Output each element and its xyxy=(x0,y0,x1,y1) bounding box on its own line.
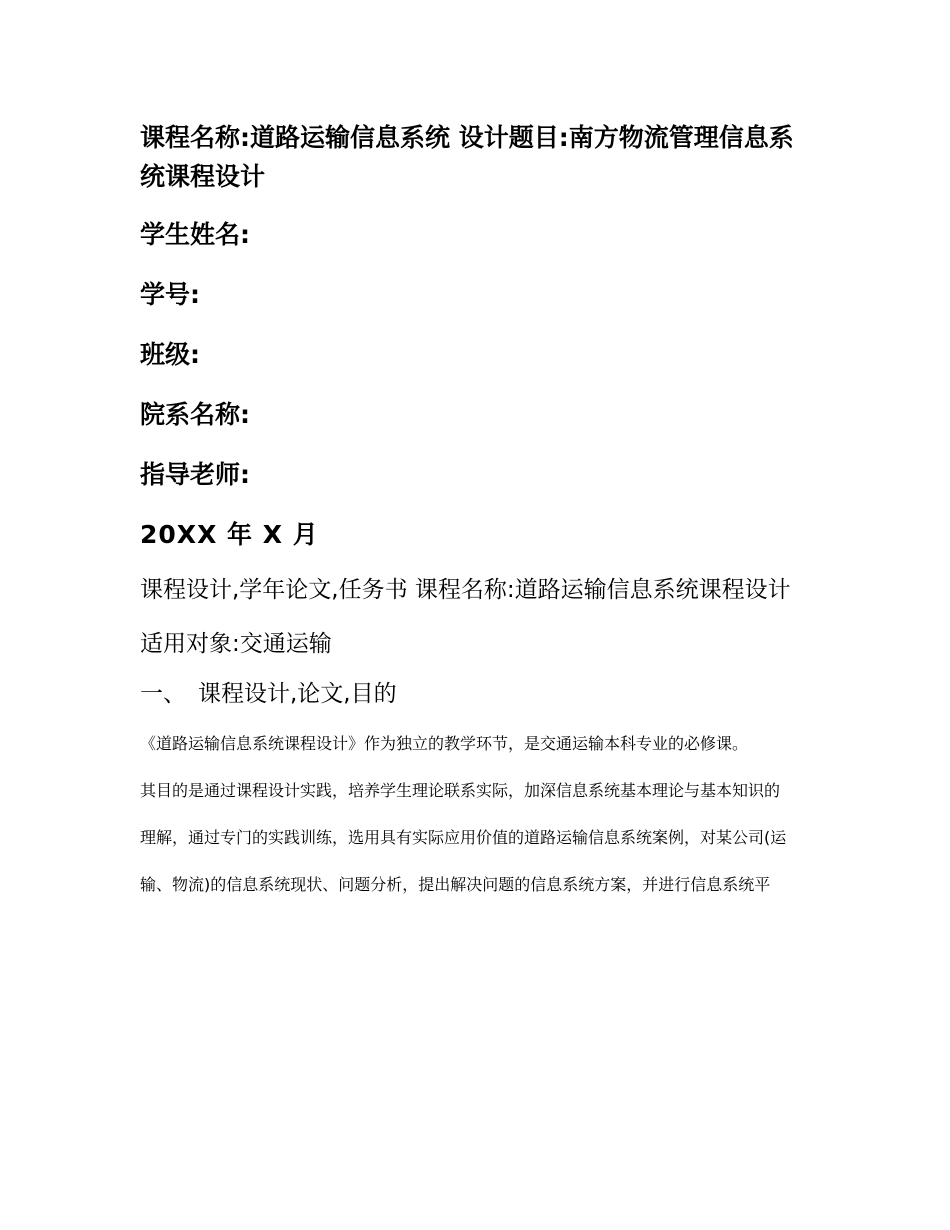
advisor-label: 指导老师: xyxy=(140,460,250,489)
section-number: 一、 xyxy=(140,681,186,707)
course-title: 课程名称:道路运输信息系统 设计题目:南方物流管理信息系统课程设计 xyxy=(140,123,794,191)
paragraph: 其目的是通过课程设计实践，培养学生理论联系实际，加深信息系统基本理论与基本知识的 xyxy=(140,781,781,800)
date-line: 20XX 年 X 月 xyxy=(140,520,319,549)
department-label: 院系名称: xyxy=(140,400,250,429)
document-page xyxy=(140,118,810,919)
section-heading xyxy=(140,677,810,712)
task-subtitle: 课程设计,学年论文,任务书 课程名称:道路运输信息系统课程设计 xyxy=(140,577,791,603)
section-heading-text: 课程设计,论文,目的 xyxy=(198,681,397,707)
student-name-label: 学生姓名: xyxy=(140,220,250,249)
class-label: 班级: xyxy=(140,340,200,369)
paragraph: 理解，通过专门的实践训练，选用具有实际应用价值的道路运输信息系统案例，对某公司(运 xyxy=(140,828,787,847)
paragraph: 输、物流)的信息系统现状、问题分析，提出解决问题的信息系统方案，并进行信息系统平 xyxy=(140,875,771,894)
student-id-label: 学号: xyxy=(140,280,200,309)
paragraph: 《道路运输信息系统课程设计》作为独立的教学环节，是交通运输本科专业的必修课。 xyxy=(140,734,749,753)
audience-line: 适用对象:交通运输 xyxy=(140,631,332,657)
